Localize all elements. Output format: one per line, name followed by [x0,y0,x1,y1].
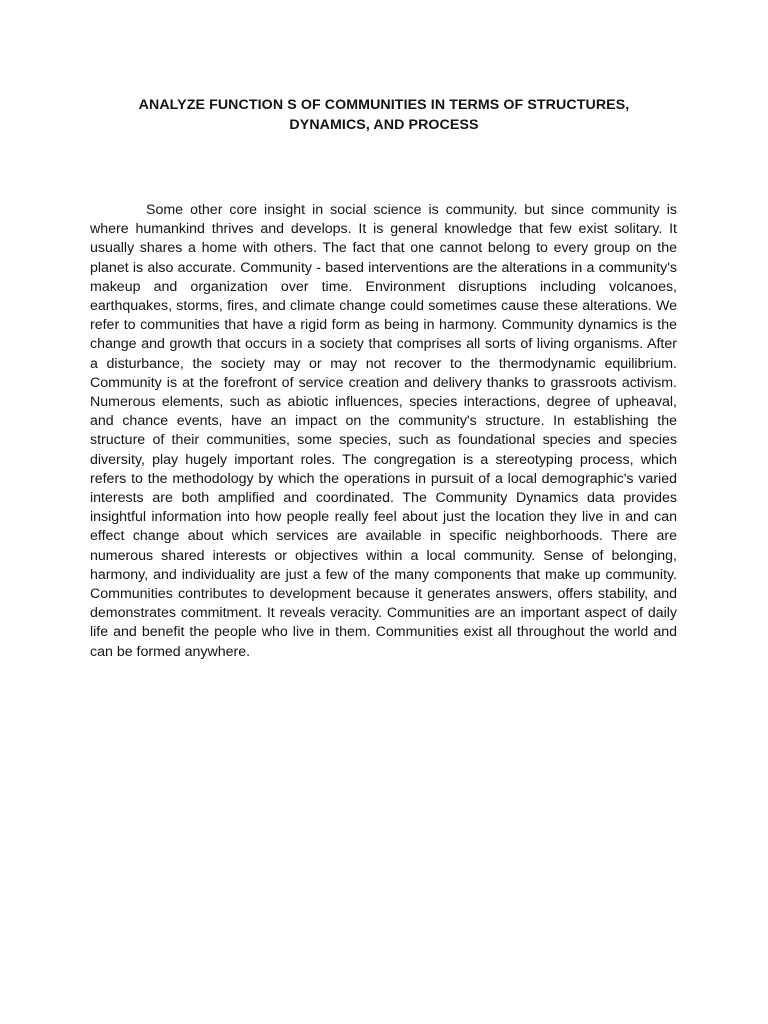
body-paragraph: Some other core insight in social science is community. but since community is where humankind thrives and develops. It is general knowledge that few exist solitary. It usually shares a home with others. The fact that one cannot belong to every group on the planet is also accurate. Community - based interventions are the alterations in a community's makeup and organization over time. Environment disruptions including volcanoes, earthquakes, storms, fires, and climate change could sometimes cause these alterations. We refer to communities that have a rigid form as being in harmony. Community dynamics is the change and growth that occurs in a society that comprises all sorts of living organisms. After a disturbance, the society may or may not recover to the thermodynamic equilibrium. Community is at the forefront of service creation and delivery thanks to grassroots activism. Numerous elements, such as abiotic influences, species interactions, degree of upheaval, and chance events, have an impact on the community's structure. In establishing the structure of their communities, some species, such as foundational species and species diversity, play hugely important roles. The congregation is a stereotyping process, which refers to the methodology by which the operations in pursuit of a local demographic's varied interests are both amplified and coordinated. The Community Dynamics data provides insightful information into how people really feel about just the location they live in and can effect change about which services are available in specific neighborhoods. There are numerous shared interests or objectives within a local community. Sense of belonging, harmony, and individuality are just a few of the many components that make up community. Communities contributes to development because it generates answers, offers stability, and demonstrates commitment. It reveals veracity. Communities are an important aspect of daily life and benefit the people who live in them. Communities exist all throughout the world and can be formed anywhere. [90,202,677,660]
document-title-line-2: DYNAMICS, AND PROCESS [289,117,479,133]
document-title-line-1: ANALYZE FUNCTION S OF COMMUNITIES IN TERMS OF STRUCTURES, [138,97,630,113]
document-title [90,95,678,135]
